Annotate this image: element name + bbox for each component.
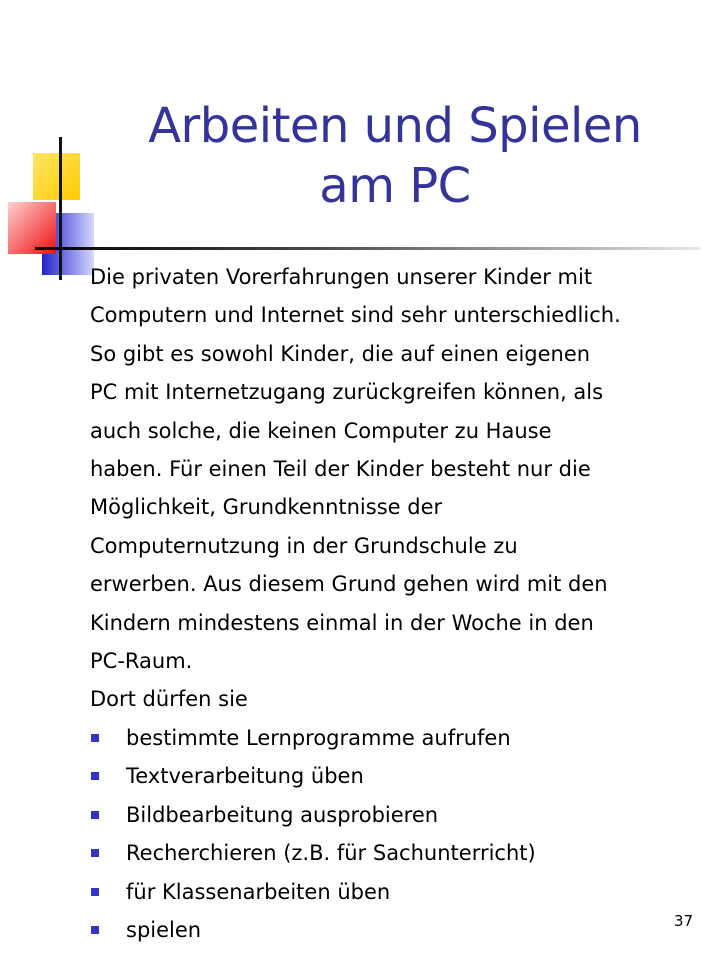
slide-title — [95, 96, 695, 216]
body-line: Computern und Internet sind sehr unterschiedlich. — [90, 303, 621, 328]
deco-vertical-line — [59, 137, 62, 280]
body-line: haben. Für einen Teil der Kinder besteht nur die — [90, 457, 591, 482]
title-divider — [35, 247, 700, 250]
list-item — [90, 796, 710, 834]
body-line: Kindern mindestens einmal in der Woche in den — [90, 610, 594, 635]
body-line: Möglichkeit, Grundkenntnisse der — [90, 495, 443, 520]
list-item — [90, 873, 710, 911]
body-line: PC-Raum. — [90, 649, 193, 674]
body-line: PC mit Internetzugang zurückgreifen können, als — [90, 380, 604, 405]
square-bullet-icon — [91, 811, 99, 819]
deco-yellow-square — [33, 153, 80, 200]
list-item-text: für Klassenarbeiten üben — [126, 879, 391, 904]
body-line: Die privaten Vorerfahrungen unserer Kinder mit — [90, 265, 593, 289]
slide-title-line-1: Arbeiten und Spielen — [148, 98, 642, 154]
lead-in-text: Dort dürfen sie — [90, 687, 248, 712]
list-item — [90, 911, 710, 949]
list-item-text: Recherchieren (z.B. für Sachunterricht) — [126, 841, 536, 866]
body-line: Computernutzung in der Grundschule zu — [90, 533, 518, 558]
list-item-text: bestimmte Lernprogramme aufrufen — [126, 725, 511, 750]
list-item — [90, 719, 710, 757]
square-bullet-icon — [91, 772, 99, 780]
slide-body — [90, 258, 710, 949]
square-bullet-icon — [91, 734, 99, 742]
list-item-text: Bildbearbeitung ausprobieren — [126, 802, 439, 827]
bullet-list — [90, 719, 710, 949]
list-item-text: spielen — [126, 917, 202, 942]
page-number: 37 — [674, 912, 694, 930]
list-item — [90, 834, 710, 872]
square-bullet-icon — [91, 888, 99, 896]
square-bullet-icon — [91, 926, 99, 934]
body-line: auch solche, die keinen Computer zu Hause — [90, 418, 552, 443]
list-item-text: Textverarbeitung üben — [126, 764, 364, 789]
square-bullet-icon — [91, 849, 99, 857]
body-line: So gibt es sowohl Kinder, die auf einen eigenen — [90, 341, 591, 366]
list-item — [90, 757, 710, 795]
body-line: erwerben. Aus diesem Grund gehen wird mit den — [90, 572, 608, 597]
slide-title-line-2: am PC — [319, 158, 471, 214]
